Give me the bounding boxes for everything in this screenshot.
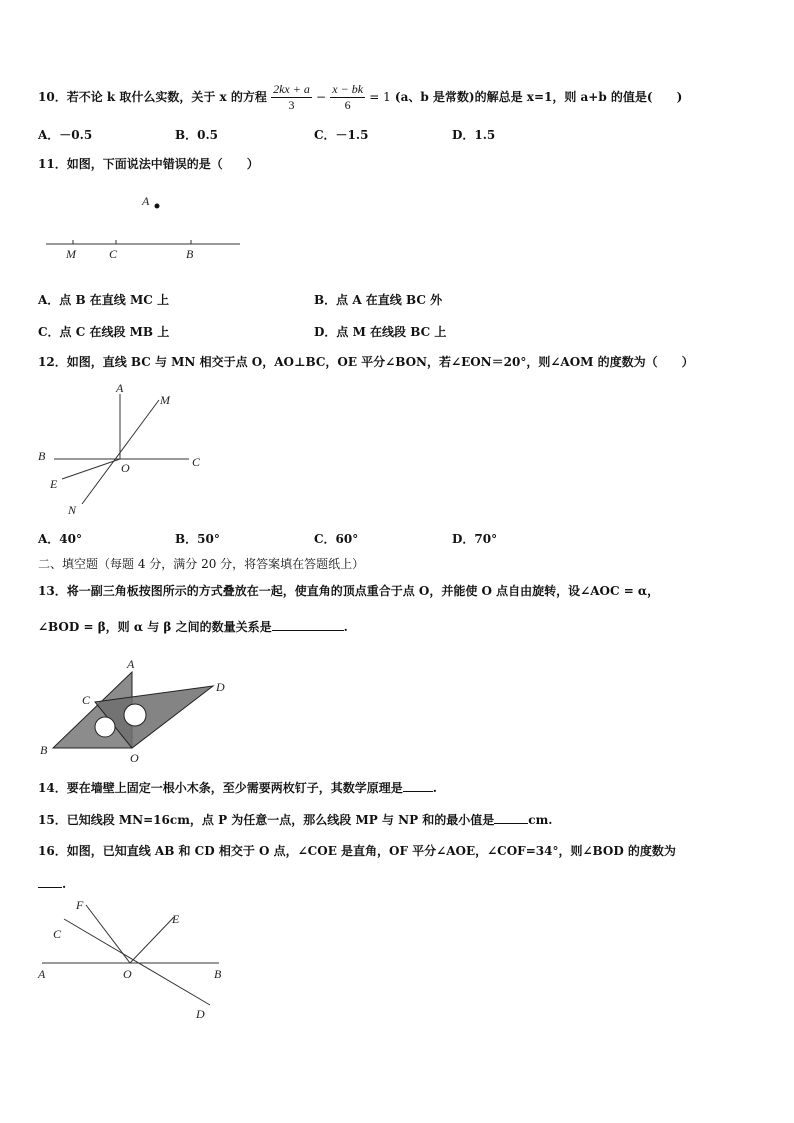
q10-frac1-num: 2kx + a — [273, 82, 310, 96]
q16-figure — [34, 895, 244, 1025]
q13-end: . — [343, 620, 348, 634]
q13-line-2-text: ∠BOD = β，则 α 与 β 之间的数量关系是 — [38, 620, 272, 634]
q13-label-c: C — [82, 693, 91, 707]
q12-label-n: N — [68, 503, 77, 517]
q11-label-c: C — [109, 247, 118, 261]
q11-option-b: B．点 A 在直线 BC 外 — [314, 293, 443, 307]
q10-post: (a、b 是常数)的解总是 x=1，则 a+b 的值是( ) — [394, 90, 683, 104]
q10-pre: 10．若不论 k 取什么实数，关于 x 的方程 — [38, 90, 267, 104]
q16-label-o: O — [123, 967, 132, 981]
q10-option-b: B．0.5 — [175, 128, 219, 142]
q15 — [38, 812, 552, 828]
q11-label-b: B — [186, 247, 194, 261]
q10-eq: = 1 — [369, 90, 391, 104]
q11-label-m: M — [66, 247, 76, 261]
section-2-heading: 二、填空题（每题 4 分，满分 20 分，将答案填在答题纸上） — [38, 557, 365, 571]
q10-option-d: D．1.5 — [452, 128, 496, 142]
q14-answer-blank — [403, 791, 433, 792]
q10-minus: − — [316, 90, 327, 104]
q10-frac2-num: x − bk — [332, 82, 364, 96]
q10-stem — [38, 82, 682, 113]
q12-label-e: E — [50, 477, 58, 491]
q13-line-2 — [38, 619, 348, 635]
q16-label-b: B — [214, 967, 222, 981]
q12-option-d: D．70° — [452, 532, 498, 546]
q12-label-o: O — [121, 461, 130, 475]
q13-label-b: B — [40, 743, 48, 757]
q16-label-f: F — [76, 898, 84, 912]
q15-end: cm. — [528, 813, 553, 827]
q12-figure — [34, 380, 224, 520]
q13-label-a: A — [127, 657, 135, 671]
q11-figure — [40, 190, 250, 265]
q14 — [38, 780, 437, 796]
q16-label-d: D — [196, 1007, 205, 1021]
q12-option-a: A．40° — [38, 532, 83, 546]
q13-line-1: 13．将一副三角板按图所示的方式叠放在一起，使直角的顶点重合于点 O，并能使 O 点自由旋转，设∠AOC = α， — [38, 584, 660, 598]
q12-option-b: B．50° — [175, 532, 220, 546]
q16-ray-of — [86, 905, 130, 963]
q16-label-c: C — [53, 927, 62, 941]
q16-end: . — [62, 877, 67, 891]
q16-line-cd — [64, 919, 210, 1005]
q11-stem: 11．如图，下面说法中错误的是（ ） — [38, 157, 259, 171]
q16-label-a: A — [38, 967, 46, 981]
q11-label-a: A — [142, 194, 150, 208]
q16-line-2 — [38, 876, 66, 892]
q15-text: 15．已知线段 MN=16cm，点 P 为任意一点，那么线段 MP 与 NP 和的最小值是 — [38, 813, 495, 827]
q10-frac1-den: 3 — [288, 98, 295, 112]
q14-text: 14．要在墙壁上固定一根小木条，至少需要两枚钉子，其数学原理是 — [38, 781, 403, 795]
q15-answer-blank — [494, 823, 528, 824]
q13-hole-2 — [124, 704, 146, 726]
q12-label-a: A — [116, 381, 124, 395]
q13-label-d: D — [216, 680, 225, 694]
q16-label-e: E — [172, 912, 180, 926]
q10-frac2-den: 6 — [344, 98, 351, 112]
q12-option-c: C．60° — [314, 532, 359, 546]
q11-option-d: D．点 M 在线段 BC 上 — [314, 325, 447, 339]
q13-figure — [36, 654, 236, 764]
q10-fraction-1 — [271, 82, 312, 113]
q11-option-c: C．点 C 在线段 MB 上 — [38, 325, 170, 339]
q12-label-m: M — [160, 393, 170, 407]
q14-end: . — [432, 781, 437, 795]
q16-line-1: 16．如图，已知直线 AB 和 CD 相交于 O 点，∠COE 是直角，OF 平分∠AOE，∠COF=34°，则∠BOD 的度数为 — [38, 844, 676, 858]
q13-answer-blank — [272, 630, 344, 631]
q12-stem: 12．如图，直线 BC 与 MN 相交于点 O，AO⊥BC，OE 平分∠BON，若∠EON＝20°，则∠AOM 的度数为（ ） — [38, 355, 694, 369]
q11-option-a: A．点 B 在直线 MC 上 — [38, 293, 169, 307]
q12-label-b: B — [38, 449, 46, 463]
q13-label-o: O — [130, 751, 139, 764]
q10-option-a: A．－0.5 — [38, 128, 93, 142]
q16-answer-blank — [38, 887, 62, 888]
q11-point-a — [155, 204, 160, 209]
q16-ray-oe — [130, 917, 174, 963]
q10-fraction-2 — [330, 82, 365, 113]
q10-option-c: C．－1.5 — [314, 128, 369, 142]
q13-hole-1 — [95, 717, 115, 737]
q12-label-c: C — [192, 455, 201, 469]
q12-ray-oe — [62, 459, 120, 479]
